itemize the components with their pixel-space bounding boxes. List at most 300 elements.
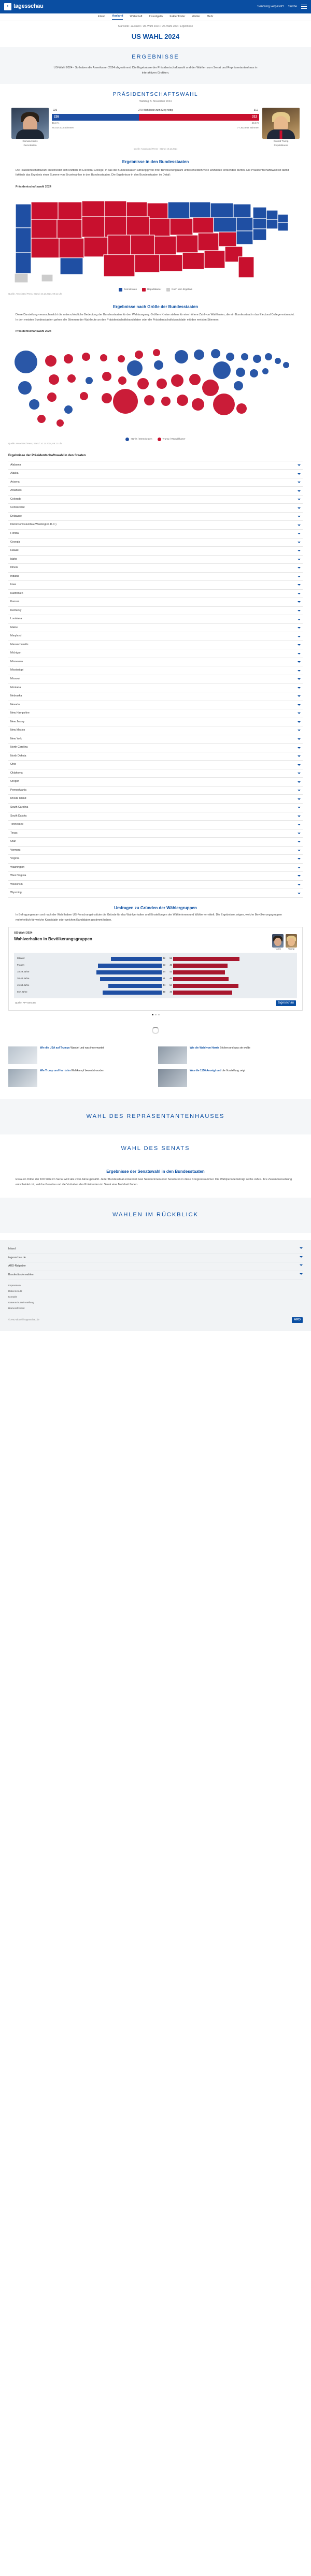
state-label: Kentucky [10,608,22,612]
state-accordion-item[interactable] [8,855,303,864]
state-label: Alaska [10,472,19,475]
retro-band [0,1198,311,1233]
state-accordion-item[interactable] [8,658,303,667]
chevron-down-icon[interactable] [298,593,301,594]
states-accordion [8,461,303,898]
chevron-down-icon[interactable] [298,464,301,466]
survey-card-logo: tagesschau [276,1000,296,1006]
survey-chart-row [17,976,294,982]
state-label: Idaho [10,557,17,561]
bubble-source-note: Quelle: Associated Press, Stand: 10.12.2024, 09:11 Uhr [8,442,62,445]
popular-vote-row [52,121,259,125]
breadcrumb: Startseite › Ausland › US-Wahl 2024 › US-Wahl 2024: Ergebnisse [118,25,193,28]
state-label: South Carolina [10,805,29,809]
chevron-down-icon[interactable] [298,525,301,526]
electors-needed-label: 270 Wahlleute zum Sieg nötig [138,108,173,112]
state-label: Florida [10,531,19,535]
teaser-body: Wandel und was ihn erwartet [70,1046,104,1050]
chevron-down-icon[interactable] [298,790,301,791]
chevron-down-icon[interactable] [298,833,301,834]
chevron-down-icon[interactable] [298,841,301,842]
footer-link[interactable]: Kontakt [8,1296,17,1299]
results-band-title: ERGEBNISSE [132,54,179,61]
state-accordion-item[interactable] [8,735,303,744]
chevron-down-icon[interactable] [298,867,301,868]
state-label: Missouri [10,677,21,680]
survey-row-values: 44 54 [163,984,172,987]
nav-item-faktenfinder[interactable]: Faktenfinder [169,15,186,19]
state-accordion-item[interactable] [8,752,303,761]
state-accordion-item[interactable] [8,821,303,829]
state-accordion-item[interactable] [8,521,303,530]
senate-band [0,1134,311,1163]
bubble-legend [0,436,311,442]
chevron-down-icon[interactable] [298,542,301,543]
state-accordion-item[interactable] [8,787,303,795]
state-label: Nevada [10,703,20,706]
carousel-dot-2[interactable] [155,1014,157,1015]
survey-row-values: 42 55 [163,957,172,960]
state-accordion-item[interactable] [8,590,303,599]
state-accordion-item[interactable] [8,496,303,504]
state-accordion-item[interactable] [8,709,303,718]
survey-row-label: Frauen [17,964,24,967]
survey-card-footer [14,998,297,1006]
state-accordion-item[interactable] [8,649,303,658]
loading-spinner-icon [152,1027,159,1034]
top-bar-right [257,5,307,9]
state-accordion-item[interactable] [8,718,303,727]
chevron-down-icon[interactable] [298,601,301,603]
state-label: Texas [10,831,18,835]
state-accordion-item[interactable] [8,632,303,641]
state-label: Wisconsin [10,882,23,886]
map-intro [0,154,311,183]
state-label: Massachusetts [10,643,29,646]
chevron-down-icon[interactable] [298,824,301,825]
state-accordion-item[interactable] [8,573,303,581]
survey-row-right [173,984,294,988]
state-accordion-item[interactable] [8,684,303,693]
state-accordion-item[interactable] [8,838,303,847]
chevron-down-icon[interactable] [298,550,301,551]
chevron-down-icon[interactable] [298,499,301,500]
footer [0,1240,311,1331]
map-section-title: Ergebnisse in den Bundesstaaten [122,159,189,165]
survey-chart-row [17,989,294,995]
teaser-item[interactable] [8,1069,153,1087]
survey-row-left [41,957,162,961]
top-bar [0,0,311,13]
state-label: Minnesota [10,660,23,663]
state-accordion-item[interactable] [8,470,303,478]
chevron-down-icon[interactable] [298,730,301,731]
state-label: Alabama [10,463,21,467]
results-band [0,47,311,84]
state-label: Washington [10,865,25,869]
state-accordion-item[interactable] [8,487,303,496]
survey-trump: Trump [286,934,297,951]
trump-name: Donald Trump [273,139,289,142]
state-label: Mississippi [10,668,24,672]
map-svg [8,192,303,285]
state-label: West Virginia [10,874,26,878]
senate-title: WAHL DES SENATS [121,1145,190,1152]
results-band-text: US-Wahl 2024 - So haben die Amerikaner 2024 abgestimmt: Die Ergebnisse der Präsidentschaftswahl und der Wahlen zum Senat und Repräsentantenhaus in interaktiven Grafiken. [53,66,258,75]
survey-title: Umfragen zu Gründen der Wählergruppen [114,905,197,910]
teaser-lead: Wie die Wahl von Harris [190,1046,219,1050]
state-label: Connecticut [10,506,25,510]
state-label: Delaware [10,514,22,518]
chevron-down-icon[interactable] [298,755,301,757]
survey-chart-row [17,983,294,988]
state-label: Iowa [10,583,16,587]
electoral-bar [52,114,259,121]
legend-no-result: Noch kein Ergebnis [166,288,192,292]
state-accordion-item[interactable] [8,692,303,701]
chevron-down-icon[interactable] [298,721,301,723]
teaser-image [8,1069,37,1087]
survey-row-label: Männer [17,957,25,960]
nav-item-inland[interactable]: Inland [97,15,106,19]
state-label: Arizona [10,480,20,484]
state-label: South Dakota [10,814,27,818]
state-accordion-item[interactable] [8,744,303,752]
survey-card-title: Wahlverhalten in Bevölkerungsgruppen [14,937,92,942]
teaser-item[interactable] [158,1069,303,1087]
candidate-trump [262,108,300,148]
chevron-down-icon[interactable] [298,875,301,877]
state-label: New York [10,737,22,740]
chevron-down-icon[interactable] [298,850,301,851]
harris-electors: 226 [53,108,58,112]
main-nav [0,13,311,21]
teaser-text [190,1069,245,1087]
state-label: New Hampshire [10,711,30,715]
popular-vote-counts [52,125,259,130]
house-title: WAHL DES REPRÄSENTANTENHAUSES [86,1113,225,1119]
nav-item-ausland[interactable]: Ausland [112,14,123,20]
footer-link[interactable]: Impressum [8,1285,21,1288]
survey-row-left [41,970,162,974]
survey-row-left [41,977,162,981]
chevron-down-icon[interactable] [298,781,301,783]
carousel-dot-3[interactable] [158,1014,160,1015]
survey-row-right [173,991,294,995]
retro-title: WAHLEN IM RÜCKBLICK [112,1212,199,1218]
states-list-title: Ergebnisse der Präsidentschaftswahl in den Staaten [8,454,86,458]
state-accordion-item[interactable] [8,581,303,590]
presidential-source: Quelle: Associated Press · Stand: 10.12.2024 [133,148,178,151]
trump-party: Republikaner [274,144,288,147]
state-label: Arkansas [10,489,22,492]
state-label: Pennsylvania [10,788,26,792]
chevron-down-icon[interactable] [298,619,301,620]
state-label: Georgia [10,540,20,544]
survey-row-label: 18-29 Jahre [17,970,30,973]
survey-row-label: 65+ Jahre [17,991,27,994]
chevron-down-icon[interactable] [300,1256,303,1258]
chevron-down-icon[interactable] [300,1264,303,1266]
nav-item-investigativ[interactable]: Investigativ [149,15,163,19]
chevron-down-icon[interactable] [298,764,301,766]
harris-bar: 226 [52,114,139,121]
harris-percent: 48,3 % [52,122,60,125]
chevron-down-icon[interactable] [298,516,301,517]
state-accordion-item[interactable] [8,847,303,855]
trump-photo [262,108,300,139]
chevron-down-icon[interactable] [298,507,301,509]
state-accordion-item[interactable] [8,641,303,650]
state-accordion-item[interactable] [8,889,303,898]
chevron-down-icon[interactable] [298,653,301,654]
teaser-body: die Vorstellung zeigt [222,1069,245,1072]
survey-row-left [41,991,162,995]
page-title: US WAHL 2024 [131,33,180,41]
footer-copyright: © ARD-aktuell / tagesschau.de [8,1318,39,1321]
chevron-down-icon[interactable] [298,704,301,706]
teaser-text [40,1046,104,1064]
teaser-lead: Was die 1156 Anzeigt und [190,1069,221,1072]
state-accordion-item[interactable] [8,829,303,838]
teaser-body: Bricken und was sie wollte [220,1046,250,1050]
footer-bottom [8,1312,303,1323]
nav-item-wetter[interactable]: Wetter [192,15,201,19]
chevron-down-icon[interactable] [298,490,301,492]
chevron-down-icon[interactable] [298,807,301,808]
chevron-down-icon[interactable] [298,661,301,663]
chevron-down-icon[interactable] [298,678,301,680]
state-accordion-item[interactable] [8,881,303,890]
state-label: Kalifornien [10,591,23,595]
state-label: Michigan [10,651,21,655]
footer-links [8,1279,303,1312]
bubble-legend-republicans: Trump / Republikaner [158,438,186,441]
footer-link[interactable]: Datenschutzeinstellung [8,1302,34,1305]
chevron-down-icon[interactable] [298,712,301,714]
chevron-down-icon[interactable] [298,644,301,646]
survey-row-values: 49 49 [163,991,172,994]
map-section-text: Die Präsidentschaftswahl entscheidet sich letztlich im Electoral College, in das die Bundesstaaten abhängig von ihrer Bevölkerungszahl unterschiedlich viele Wahlleute entsenden dürfen. Die Präsidentschaftswahl ist damit faktisch das Ergebnis einer Summe von Einzelwahlen in den Bundesstaaten. Die Ergebnisse in den Bundesstaaten im Detail: [16,168,289,177]
chevron-down-icon[interactable] [300,1273,303,1275]
footer-section-label: tagesschau.de [8,1256,26,1259]
teaser-text [190,1046,250,1064]
presidential-title: PRÄSIDENTSCHAFTSWAHL [112,92,199,98]
senate-states-text: Etwa ein Drittel der 100 Sitze im Senat wird alle zwei Jahre gewählt. Jeder Bundesstaat entsendet zwei Senatorinnen oder Senatoren in diese Kongresskammer. Die Wahlperiode beträgt sechs Jahre. Ihre Zusammensetzung entscheidet mit, welche Gesetze und die Vorhaben des Präsidenten im Senat eine Mehrheit finden. [16,1178,292,1186]
state-accordion-item[interactable] [8,530,303,539]
teaser-item[interactable] [158,1046,303,1064]
state-accordion-item[interactable] [8,556,303,564]
teaser-image [158,1046,187,1064]
state-label: Rhode Island [10,797,26,801]
state-accordion-item[interactable] [8,666,303,675]
nav-item-mehr[interactable]: Mehr [207,15,214,19]
senate-states-title: Ergebnisse der Senatswahl in den Bundesstaaten [106,1169,205,1174]
harris-photo [11,108,49,139]
chevron-down-icon[interactable] [298,473,301,475]
state-accordion-item[interactable] [8,478,303,487]
state-accordion-item[interactable] [8,778,303,787]
state-accordion-item[interactable] [8,812,303,821]
state-label: Oklahoma [10,771,23,775]
state-label: Tennessee [10,823,24,826]
chevron-down-icon[interactable] [298,816,301,817]
footer-section-row[interactable] [8,1262,303,1271]
chevron-down-icon[interactable] [298,773,301,774]
state-accordion-item[interactable] [8,761,303,769]
survey-chart [14,953,297,998]
footer-link[interactable]: Barrierefreiheit [8,1307,25,1311]
chevron-down-icon[interactable] [298,687,301,689]
state-label: Nebraska [10,694,22,698]
chevron-down-icon[interactable] [298,798,301,800]
chevron-down-icon[interactable] [298,584,301,586]
survey-row-right [173,957,294,961]
candidate-harris [11,108,49,148]
chevron-down-icon[interactable] [298,567,301,569]
presidential-date: Wahltag: 5. November 2024 [139,99,172,103]
footer-section-row[interactable] [8,1245,303,1254]
state-label: Louisiana [10,617,22,621]
state-bubble-map[interactable] [8,336,303,434]
state-label: Virginia [10,857,20,861]
survey-text: In Befragungen am und nach der Wahl haben US-Forschungsinstitute die Gründe für das Wahlverhalten und Einstellungen der Wählerinnen und Wähler ermittelt. Die Ergebnisse zeigen, welche Bevölkerungsgruppen mehrheitlich für welche Kandidatin oder welchen Kandidaten gestimmt haben. [16,913,282,922]
harris-party: Demokraten [23,144,37,147]
teaser-grid [0,1042,311,1094]
harris-votes: 75.017.613 Stimmen [52,126,74,129]
chevron-down-icon[interactable] [298,533,301,534]
state-accordion-item[interactable] [8,795,303,804]
teaser-image [8,1046,37,1064]
state-accordion-item[interactable] [8,769,303,778]
state-accordion-item[interactable] [8,564,303,573]
chevron-down-icon[interactable] [298,636,301,637]
state-accordion-item[interactable] [8,701,303,710]
state-accordion-item[interactable] [8,615,303,624]
teaser-body: Wahlkampf bewertet wurden [71,1069,104,1072]
house-band [0,1099,311,1134]
state-accordion-item[interactable] [8,547,303,556]
carousel-dot-1[interactable] [152,1014,153,1015]
chevron-down-icon[interactable] [298,747,301,749]
nav-item-wirtschaft[interactable]: Wirtschaft [130,15,143,19]
menu-icon[interactable] [301,5,307,9]
footer-link[interactable]: Datenschutz [8,1290,22,1293]
electoral-bar-block [52,108,259,148]
state-label: Maine [10,625,18,629]
footer-section-label: Inland [8,1247,16,1251]
missed-broadcast-link[interactable]: Sendung verpasst? [257,5,284,8]
survey-row-values: 53 45 [163,964,172,967]
chevron-down-icon[interactable] [298,576,301,577]
state-accordion-item[interactable] [8,513,303,521]
state-accordion-item[interactable] [8,598,303,607]
state-accordion-item[interactable] [8,872,303,881]
footer-section-row[interactable] [8,1271,303,1280]
trump-percent: 49,8 % [251,122,259,125]
teaser-item[interactable] [8,1046,153,1064]
chevron-down-icon[interactable] [298,670,301,672]
teaser-text [40,1069,104,1087]
map-legend [0,287,311,293]
state-label: Vermont [10,848,21,852]
bubble-svg [8,336,303,434]
state-label: New Mexico [10,729,25,732]
chevron-down-icon[interactable] [298,738,301,740]
survey-row-left [41,984,162,988]
state-label: North Dakota [10,754,26,758]
logo-icon: t [4,3,11,10]
brand-label: tagesschau [13,3,44,10]
state-label: Kansas [10,600,20,604]
carousel-dots[interactable] [0,1011,311,1018]
chevron-down-icon[interactable] [298,482,301,483]
state-accordion-item[interactable] [8,675,303,684]
candidate-comparison [0,108,311,148]
survey-chart-row [17,969,294,975]
legend-democrats: Demokraten [119,288,137,292]
state-label: North Carolina [10,746,28,749]
chevron-down-icon[interactable] [300,1247,303,1249]
state-accordion-item[interactable] [8,804,303,812]
legend-republicans: Republikaner [142,288,161,292]
logo[interactable] [4,3,44,11]
bubble-intro [0,299,311,328]
state-accordion-item[interactable] [8,624,303,633]
bubble-section-text: Diese Darstellung veranschaulicht die unterschiedliche Bedeutung der Bundesstaaten für den Wahlausgang. Größere Kreise stehen für eine höhere Zahl von Wahlleuten, die ein Bundesstaat in das Electoral College entsendet. In den meisten Bundesstaaten gehen alle Stimmen der Wahlleute an den Präsidentschaftskandidaten oder die Präsidentschaftskandidatin mit den meisten Stimmen. [16,313,295,322]
bubble-chart-label: Präsidentschaftswahl 2024 [16,330,51,333]
chevron-down-icon[interactable] [298,884,301,885]
ard-logo: ARD [292,1317,303,1323]
chevron-down-icon[interactable] [298,627,301,629]
trump-bar: 312 [139,114,259,121]
search-icon[interactable]: Suche [288,5,297,8]
senate-states-block [0,1163,311,1193]
state-accordion-item[interactable] [8,607,303,616]
survey-row-label: 30-44 Jahre [17,977,30,980]
state-label: Montana [10,686,21,689]
chevron-down-icon[interactable] [298,695,301,697]
chevron-down-icon[interactable] [298,858,301,860]
survey-row-label: 45-64 Jahre [17,984,30,987]
state-accordion-item[interactable] [8,539,303,547]
footer-section-label: Bundesländerwahlen [8,1273,34,1276]
teaser-lead: Wie die USA auf Trumps [40,1046,70,1050]
map-chart-label: Präsidentschaftswahl 2024 [16,185,51,188]
footer-section-row[interactable] [8,1254,303,1263]
electoral-counts [52,108,259,112]
survey-card[interactable] [8,927,303,1010]
state-label: New Jersey [10,720,25,723]
state-accordion-item[interactable] [8,726,303,735]
footer-section-label: ARD-Ratgeber [8,1264,26,1268]
state-choropleth-map[interactable] [8,192,303,285]
state-label: Oregon [10,780,20,783]
survey-row-values: 51 46 [163,977,172,980]
state-accordion-item[interactable] [8,461,303,470]
map-source-note: Quelle: Associated Press, Stand: 10.12.2024, 09:11 Uhr [8,292,62,295]
state-label: Wyoming [10,891,22,895]
chevron-down-icon[interactable] [298,893,301,894]
chevron-down-icon[interactable] [298,610,301,612]
state-label: District of Columbia (Washington D.C.) [10,523,56,527]
state-accordion-item[interactable] [8,504,303,513]
survey-harris: Harris [272,934,284,951]
state-accordion-item[interactable] [8,864,303,872]
teaser-image [158,1069,187,1087]
state-label: Illinois [10,566,18,570]
chevron-down-icon[interactable] [298,559,301,560]
